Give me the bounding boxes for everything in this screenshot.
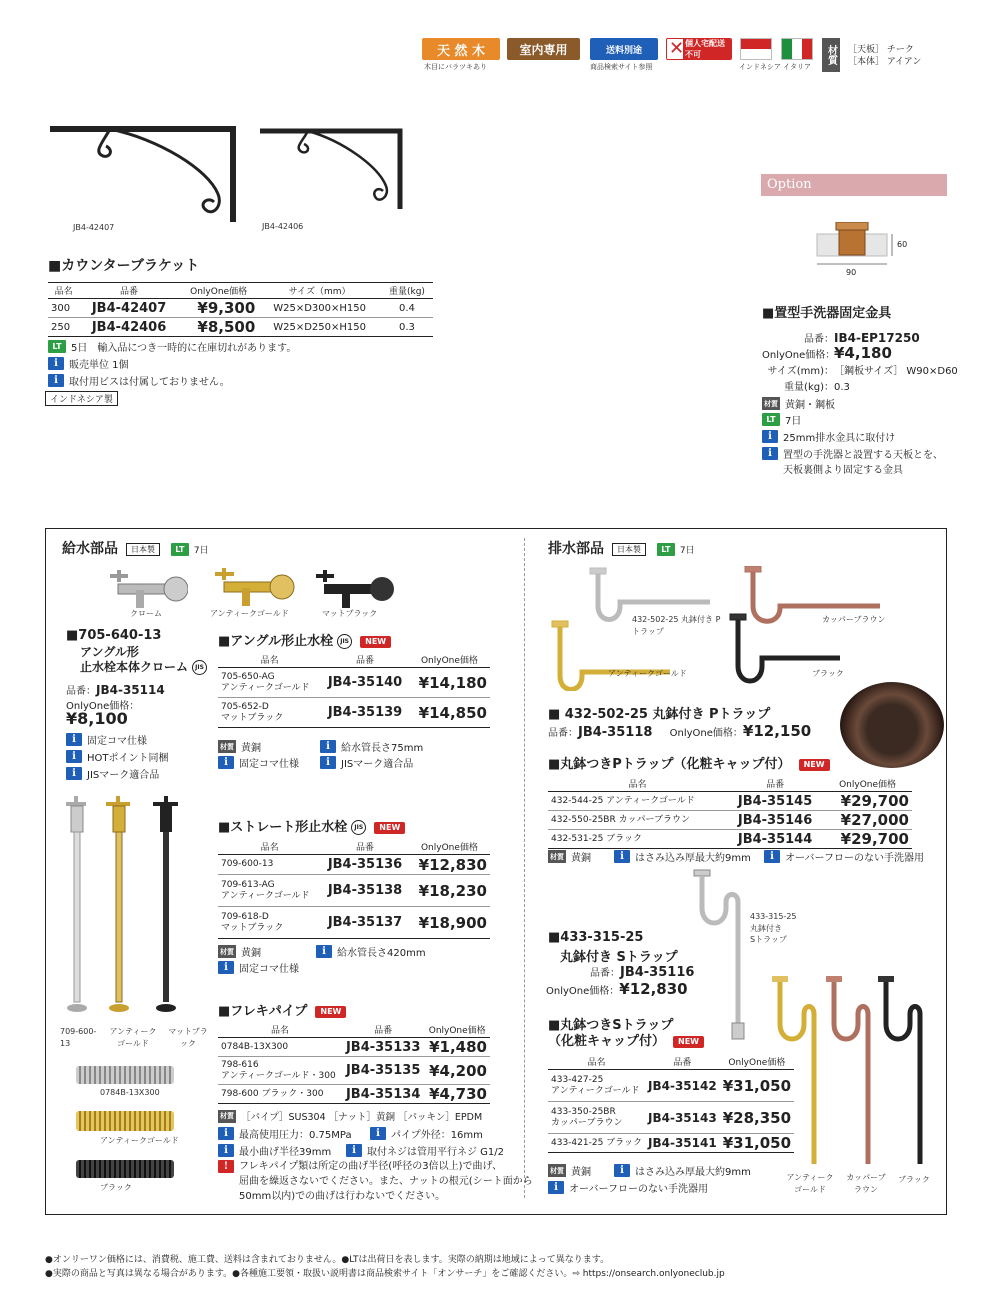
lt-icon: LT bbox=[762, 413, 780, 426]
strap-cap-note-material: 材質 黄銅 bbox=[548, 1163, 591, 1178]
flex-title: ■フレキパイプ NEW bbox=[218, 1000, 346, 1019]
angle-note-koma: i 固定コマ仕様 bbox=[218, 755, 299, 770]
ptrap-caption-main: 432-502-25 丸鉢付き Pトラップ bbox=[632, 615, 721, 636]
material-icon: 材質 bbox=[218, 945, 236, 958]
straight-table: 品名 品番 OnlyOne価格 709-600-13 JB4-35136 ¥12,830 709-613-AG アンティークゴールド JB4-35138 ¥18,230 709-618-D マットブラック JB4-35137 ¥18,900 bbox=[218, 839, 490, 939]
strap-cap-title-1: ■丸鉢つきSトラップ bbox=[548, 1018, 674, 1033]
bracket-note-screw: i 取付用ビスは付属しておりません。 bbox=[48, 373, 230, 388]
option-price: OnlyOne価格：¥4,180 bbox=[762, 344, 892, 362]
angle-table: 品名 品番 OnlyOne価格 705-650-AG アンティークゴールド JB4-35140 ¥14,180 705-652-D マットブラック JB4-35139 ¥14,850 bbox=[218, 652, 490, 728]
option-note-lt: LT 7日 bbox=[762, 412, 801, 427]
chrome-title-1: ■705-640-13 bbox=[66, 628, 162, 643]
ptrap-caption-copper: カッパーブラウン bbox=[822, 615, 886, 624]
option-weight: 重量(kg)：0.3 bbox=[784, 382, 850, 393]
bracket-image-42407 bbox=[48, 124, 243, 224]
info-icon: i bbox=[218, 756, 234, 769]
straight-caption-black: マットブラック bbox=[168, 1027, 208, 1048]
chrome-note-2: i HOTポイント同梱 bbox=[66, 749, 169, 764]
table-row: 705-652-D マットブラック JB4-35139 ¥14,850 bbox=[218, 698, 490, 728]
new-badge: NEW bbox=[799, 759, 830, 771]
warning-icon: ! bbox=[218, 1160, 234, 1173]
jis-icon: JIS bbox=[351, 820, 366, 835]
chrome-note-1: i 固定コマ仕様 bbox=[66, 732, 147, 747]
flex-pipe-silver-image bbox=[76, 1066, 174, 1084]
strap-title-2: 丸鉢付き Sトラップ bbox=[560, 950, 678, 965]
material-icon: 材質 bbox=[218, 740, 236, 753]
info-icon: i bbox=[320, 740, 336, 753]
table-row: 798-600 ブラック・300 JB4-35134 ¥4,730 bbox=[218, 1085, 490, 1104]
strap-color-images bbox=[770, 974, 940, 1174]
angle-valve-chrome-image bbox=[108, 570, 188, 610]
ptrap-cap-note-overflow: i オーバーフローのない手洗器用 bbox=[764, 849, 924, 864]
col-weight: 重量(kg) bbox=[381, 283, 433, 299]
bracket-table bbox=[48, 282, 433, 337]
ptrap-title: ■ 432-502-25 丸鉢付き Pトラップ bbox=[548, 707, 771, 722]
footer-line-1: ●オンリーワン価格には、消費税、施工費、送料は含まれておりません。●LTは出荷日を表します。実際の納期は地域によって異なります。 bbox=[45, 1255, 610, 1265]
col-code: 品番 bbox=[79, 283, 179, 299]
flag-indonesia-icon bbox=[740, 38, 772, 60]
ptrap-cap-note-material: 材質 黄銅 bbox=[548, 849, 591, 864]
info-icon: i bbox=[218, 1127, 234, 1140]
badge-no-home-delivery: ✕ 個人宅配送不可 bbox=[666, 38, 732, 60]
table-row: 432-550-25BR カッパーブラウン JB4-35146 ¥27,000 bbox=[548, 811, 912, 830]
table-row: 0784B-13X300 JB4-35133 ¥1,480 bbox=[218, 1038, 490, 1057]
col-name: 品名 bbox=[48, 283, 79, 299]
table-row: 709-600-13 JB4-35136 ¥12,830 bbox=[218, 855, 490, 875]
water-title: 給水部品 日本製 LT 7日 bbox=[62, 541, 209, 557]
flex-note-pressure: i 最高使用圧力：0.75MPa bbox=[218, 1126, 352, 1141]
material-icon: 材質 bbox=[548, 850, 566, 863]
material-badge: 材質 bbox=[822, 38, 840, 72]
table-row: 432-531-25 ブラック JB4-35144 ¥29,700 bbox=[548, 830, 912, 849]
strap-caption-3: Sトラップ bbox=[750, 935, 787, 944]
new-badge: NEW bbox=[374, 822, 405, 834]
option-note-2: i 置型の手洗器と設置する天板とを、 bbox=[762, 446, 943, 461]
option-title: ■置型手洗器固定金具 bbox=[762, 306, 892, 321]
table-row: 433-427-25 アンティークゴールド JB4-35142 ¥31,050 bbox=[548, 1070, 794, 1102]
angle-title: ■アングル形止水栓 JIS NEW bbox=[218, 630, 391, 649]
chrome-price-label: OnlyOne価格： bbox=[66, 701, 140, 712]
table-row: 250 JB4-42406 ¥8,500 W25×D250×H150 0.3 bbox=[48, 318, 433, 337]
fixing-bracket-image bbox=[812, 222, 912, 280]
chrome-title-3: 止水栓本体クローム JIS bbox=[80, 658, 207, 675]
info-icon: i bbox=[320, 756, 336, 769]
option-dim-w: 90 bbox=[846, 268, 857, 277]
new-badge: NEW bbox=[360, 636, 391, 648]
strap-code: 品番：JB4-35116 bbox=[590, 965, 695, 980]
strap-cap-note-overflow: i オーバーフローのない手洗器用 bbox=[548, 1180, 708, 1195]
straight-note-material: 材質 黄銅 bbox=[218, 944, 261, 959]
chrome-price: ¥8,100 bbox=[66, 709, 128, 728]
strap-caption-1: 433-315-25 bbox=[750, 912, 797, 921]
strap-cap-table: 品名 品番 OnlyOne価格 433-427-25 アンティークゴールド JB4-35142 ¥31,050 433-350-25BR カッパーブラウン JB4-35143 ¥28,350 433-421-25 ブラック JB4-35141 ¥31,050 bbox=[548, 1054, 794, 1153]
angle-note-jis: i JISマーク適合品 bbox=[320, 755, 413, 770]
info-icon: i bbox=[66, 767, 82, 780]
table-row: 300 JB4-42407 ¥9,300 W25×D300×H150 0.4 bbox=[48, 299, 433, 318]
info-icon: i bbox=[762, 430, 778, 443]
angle-note-length: i 給水管長さ75mm bbox=[320, 739, 423, 754]
flag-italy-icon bbox=[781, 38, 813, 60]
option-code: 品番：IB4-EP17250 bbox=[804, 331, 920, 345]
no-delivery-cross-icon: ✕ bbox=[669, 38, 685, 59]
info-icon: i bbox=[66, 750, 82, 763]
lt-icon: LT bbox=[657, 543, 675, 556]
flex-note-material: 材質 ［パイプ］SUS304 ［ナット］黄銅 ［パッキン］EPDM bbox=[218, 1109, 482, 1123]
badge-indoor: 室内専用 bbox=[507, 38, 580, 60]
straight-note-koma: i 固定コマ仕様 bbox=[218, 960, 299, 975]
straight-caption-chrome: 709-600-13 bbox=[60, 1027, 97, 1048]
bracket-image-42406 bbox=[258, 126, 408, 211]
badge-shipping-sub: 商品検索サイト参照 bbox=[590, 63, 653, 71]
material-icon: 材質 bbox=[548, 1164, 566, 1177]
option-label: Option bbox=[761, 174, 947, 196]
straight-title: ■ストレート形止水栓 JIS NEW bbox=[218, 816, 405, 835]
flex-note-thread: i 取付ネジは管用平行ネジ G1/2 bbox=[346, 1143, 504, 1158]
flex-note-radius: i 最小曲げ半径39mm bbox=[218, 1143, 331, 1158]
col-size: サイズ（mm） bbox=[258, 283, 381, 299]
jis-icon: JIS bbox=[337, 634, 352, 649]
strap-chrome-image bbox=[692, 868, 752, 1043]
flex-warning: ! フレキパイプ類は所定の曲げ半径(呼径の3倍以上)で曲げ、 屈曲を繰返さないでください。また、ナットの根元(シート面から 50mm以内)での曲げは行わないでください。 bbox=[218, 1159, 533, 1204]
chrome-code: 品番：JB4-35114 bbox=[66, 683, 165, 697]
option-size: サイズ(mm)：［鋼板サイズ］ W90×D60 bbox=[767, 366, 958, 377]
strap-cap-title-2: （化粧キャップ付） NEW bbox=[548, 1030, 704, 1049]
table-row: 433-350-25BR カッパーブラウン JB4-35143 ¥28,350 bbox=[548, 1102, 794, 1134]
bracket-note-lt: LT 5日 輸入品につき一時的に在庫切れがあります。 bbox=[48, 339, 296, 354]
strap-color-caption-black: ブラック bbox=[898, 1175, 930, 1184]
finish-caption-gold: アンティークゴールド bbox=[210, 609, 289, 618]
strap-price: OnlyOne価格：¥12,830 bbox=[546, 980, 688, 998]
table-row: 709-618-D マットブラック JB4-35137 ¥18,900 bbox=[218, 907, 490, 939]
strap-color-caption-copper: カッパーブラウン bbox=[846, 1173, 886, 1194]
info-icon: i bbox=[548, 1181, 564, 1194]
flex-table: 品名 品番 OnlyOne価格 0784B-13X300 JB4-35133 ¥1,480 798-616 アンティークゴールド・300 JB4-35135 ¥4,200 798-600 ブラック・300 JB4-35134 ¥4,730 bbox=[218, 1022, 490, 1104]
material-icon: 材質 bbox=[762, 397, 780, 410]
ptrap-cap-note-thickness: i はさみ込み厚最大約9mm bbox=[614, 849, 751, 864]
new-badge: NEW bbox=[315, 1006, 346, 1018]
lt-icon: LT bbox=[171, 543, 189, 556]
flex-caption-1: 0784B-13X300 bbox=[100, 1088, 160, 1097]
straight-caption-gold: アンティークゴールド bbox=[109, 1027, 157, 1048]
bracket-note-unit: i 販売単位 1個 bbox=[48, 356, 129, 371]
strap-color-caption-gold: アンティークゴールド bbox=[786, 1173, 834, 1194]
angle-valve-black-image bbox=[314, 570, 394, 610]
footer-line-2: ●実際の商品と写真は異なる場合があります。●各種施工要領・取扱い説明書は商品検索サイト「オンサーチ」をご確認ください。⇨ https://onsearch.onlyoneclub.jp bbox=[45, 1269, 725, 1279]
straight-valve-images bbox=[58, 796, 198, 1021]
table-row: 432-544-25 アンティークゴールド JB4-35145 ¥29,700 bbox=[548, 792, 912, 811]
info-icon: i bbox=[764, 850, 780, 863]
chrome-title-2: アングル形 bbox=[80, 645, 139, 659]
info-icon: i bbox=[218, 961, 234, 974]
strap-caption-2: 丸鉢付き bbox=[750, 924, 782, 933]
option-note-material: 材質 黄銅・鋼板 bbox=[762, 396, 835, 411]
ptrap-caption-black: ブラック bbox=[812, 669, 844, 678]
flex-caption-3: ブラック bbox=[100, 1183, 132, 1192]
bracket-caption-42407: JB4-42407 bbox=[73, 223, 115, 232]
flag-italy-label: イタリア bbox=[783, 63, 811, 71]
info-icon: i bbox=[48, 374, 64, 387]
material-line-body: ［本体］ アイアン bbox=[848, 57, 922, 67]
ptrap-cap-title: ■丸鉢つきPトラップ（化粧キャップ付） NEW bbox=[548, 753, 830, 772]
finish-caption-black: マットブラック bbox=[322, 609, 378, 618]
chrome-note-3: i JISマーク適合品 bbox=[66, 766, 159, 781]
table-row: 705-650-AG アンティークゴールド JB4-35140 ¥14,180 bbox=[218, 668, 490, 698]
option-dim-h: 60 bbox=[897, 240, 908, 249]
badge-natural-wood-sub: 木目にバラツキあり bbox=[424, 63, 487, 71]
strap-cap-note-thickness: i はさみ込み厚最大約9mm bbox=[614, 1163, 751, 1178]
water-origin: 日本製 bbox=[126, 543, 160, 556]
flag-indonesia-label: インドネシア bbox=[739, 63, 781, 71]
flex-caption-2: アンティークゴールド bbox=[100, 1136, 179, 1145]
info-icon: i bbox=[614, 1164, 630, 1177]
flex-pipe-gold-image bbox=[76, 1111, 174, 1131]
straight-note-length: i 給水管長さ420mm bbox=[316, 944, 426, 959]
badge-shipping: 送料別途 bbox=[590, 38, 658, 60]
table-row: 433-421-25 ブラック JB4-35141 ¥31,050 bbox=[548, 1134, 794, 1153]
strap-title-1: ■433-315-25 bbox=[548, 930, 644, 945]
badge-natural-wood: 天 然 木 bbox=[422, 38, 500, 60]
flex-pipe-black-image bbox=[76, 1160, 174, 1178]
bracket-origin: インドネシア製 bbox=[45, 391, 118, 406]
bracket-title: ■カウンターブラケット bbox=[48, 258, 200, 274]
new-badge: NEW bbox=[673, 1036, 704, 1048]
drain-origin: 日本製 bbox=[612, 543, 646, 556]
material-icon: 材質 bbox=[218, 1110, 236, 1123]
info-icon: i bbox=[48, 357, 64, 370]
bowl-cap-photo bbox=[840, 682, 944, 768]
ptrap-code-price: 品番：JB4-35118 OnlyOne価格：¥12,150 bbox=[548, 722, 812, 740]
material-line-top: ［天板］ チーク bbox=[848, 45, 914, 55]
table-row: 709-613-AG アンティークゴールド JB4-35138 ¥18,230 bbox=[218, 875, 490, 907]
box-divider bbox=[524, 538, 525, 1198]
info-icon: i bbox=[614, 850, 630, 863]
finish-caption-chrome: クローム bbox=[130, 609, 162, 618]
option-note-1: i 25mm排水金具に取付け bbox=[762, 429, 895, 444]
col-price: OnlyOne価格 bbox=[179, 283, 258, 299]
jis-icon: JIS bbox=[192, 660, 207, 675]
info-icon: i bbox=[370, 1127, 386, 1140]
ptrap-cap-table: 品名 品番 OnlyOne価格 432-544-25 アンティークゴールド JB4-35145 ¥29,700 432-550-25BR カッパーブラウン JB4-35146 ¥27,000 432-531-25 ブラック JB4-35144 ¥29,700 bbox=[548, 776, 912, 849]
info-icon: i bbox=[346, 1144, 362, 1157]
info-icon: i bbox=[66, 733, 82, 746]
info-icon: i bbox=[316, 945, 332, 958]
info-icon: i bbox=[762, 447, 778, 460]
angle-valve-gold-image bbox=[212, 568, 297, 608]
flex-note-diameter: i パイプ外径：16mm bbox=[370, 1126, 483, 1141]
bracket-caption-42406: JB4-42406 bbox=[262, 222, 304, 231]
lt-icon: LT bbox=[48, 340, 66, 353]
ptrap-caption-gold: アンティークゴールド bbox=[608, 669, 687, 678]
option-note-3: 天板裏側より固定する金具 bbox=[783, 465, 903, 476]
angle-note-material: 材質 黄銅 bbox=[218, 739, 261, 754]
table-row: 798-616 アンティークゴールド・300 JB4-35135 ¥4,200 bbox=[218, 1057, 490, 1085]
drain-title: 排水部品 日本製 LT 7日 bbox=[548, 541, 695, 557]
info-icon: i bbox=[218, 1144, 234, 1157]
